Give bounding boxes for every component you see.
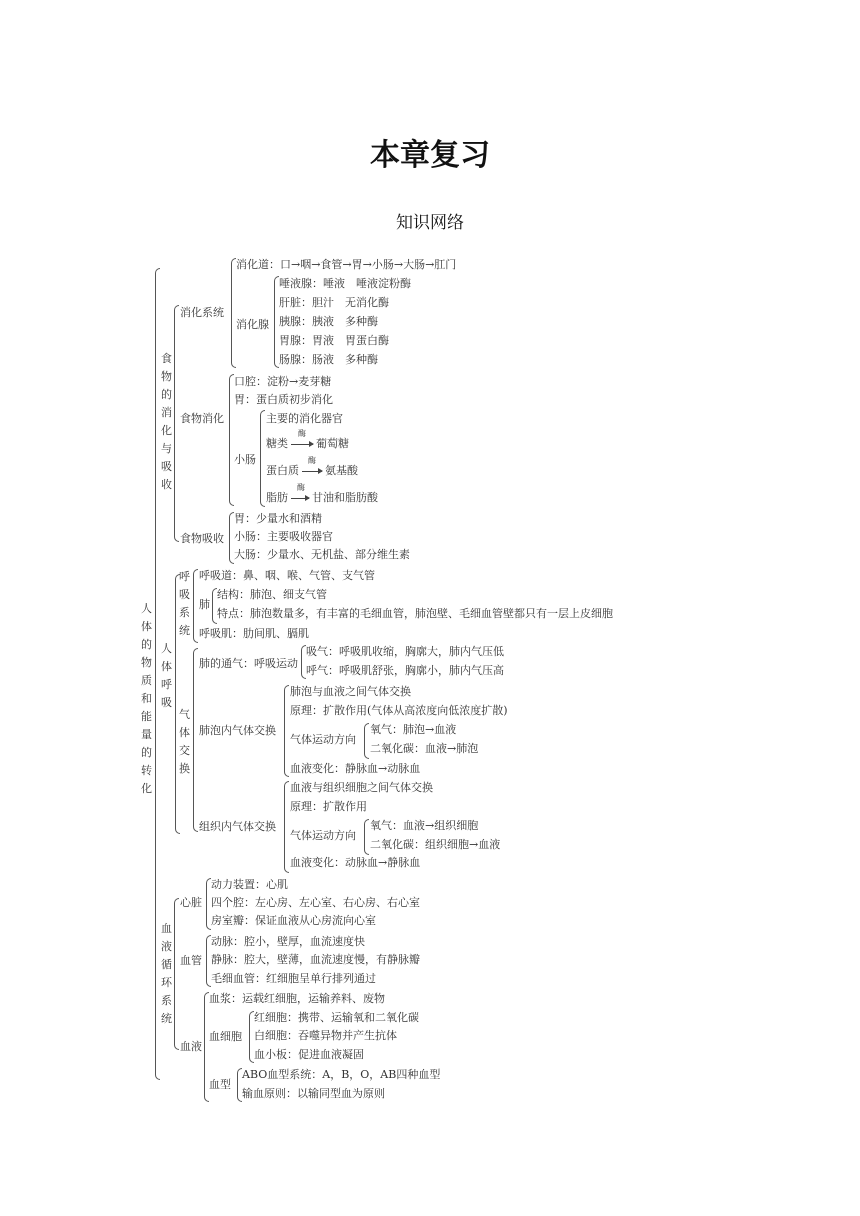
tissue-principle: 原理：扩散作用 [290, 800, 367, 813]
heart-label: 心脏 [180, 896, 202, 909]
circulation-brace [174, 898, 179, 1050]
small-intestine-label: 小肠 [234, 453, 256, 466]
sugar-to: 葡萄糖 [316, 437, 349, 450]
si-main-organ: 主要的消化器官 [266, 412, 343, 425]
alveolar-brace [284, 685, 289, 777]
page-title: 本章复习 [370, 138, 490, 173]
protein-from: 蛋白质 [266, 464, 299, 477]
vessels-label: 血管 [180, 954, 202, 967]
alveolar-principle: 原理：扩散作用(气体从高浓度向低浓度扩散) [290, 704, 508, 717]
tissue-line: 血液与组织细胞之间气体交换 [290, 781, 433, 794]
enzyme-label: 酶 [308, 456, 316, 465]
alveolar-blood-change: 血液变化：静脉血→动脉血 [290, 762, 421, 775]
gas-exchange-label: 气体交换 [179, 708, 190, 775]
exhale: 呼气：呼吸肌舒张，胸廓小，肺内气压高 [306, 664, 504, 677]
vessel-item: 毛细血管：红细胞呈单行排列通过 [211, 972, 376, 985]
plasma: 血浆：运载红细胞，运输养料、废物 [209, 992, 385, 1005]
protein-to: 氨基酸 [325, 464, 358, 477]
circulation-label: 血液循环系统 [161, 922, 172, 1025]
vessel-item: 动脉：腔小，壁厚，血流速度快 [211, 935, 365, 948]
root-label: 人体的物质和能量的转化 [141, 602, 152, 795]
blood-type-label: 血型 [209, 1078, 231, 1091]
alveolar-direction-brace [364, 723, 369, 759]
alveolar-o2: 氧气：肺泡→血液 [370, 723, 457, 736]
blood-label: 血液 [180, 1040, 202, 1053]
tissue-co2: 二氧化碳：组织细胞→血液 [370, 838, 501, 851]
digestion-label: 食物消化 [180, 412, 224, 425]
tissue-direction-brace [364, 819, 369, 855]
gland-item: 胰腺：胰液 多种酶 [279, 315, 378, 328]
alveolar-line: 肺泡与血液之间气体交换 [290, 685, 411, 698]
airway: 呼吸道：鼻、咽、喉、气管、支气管 [199, 569, 375, 582]
tissue-direction-label: 气体运动方向 [290, 829, 356, 842]
alveolar-direction-label: 气体运动方向 [290, 733, 356, 746]
gland-item: 唾液腺：唾液 唾液淀粉酶 [279, 277, 411, 290]
blood-cells-label: 血细胞 [209, 1030, 242, 1043]
absorption-item: 大肠：少量水、无机盐、部分维生素 [234, 548, 410, 561]
heart-item: 动力装置：心肌 [211, 878, 288, 891]
food-label: 食物的消化与吸收 [161, 352, 172, 491]
blood-cell-item: 血小板：促进血液凝固 [254, 1048, 364, 1061]
alveolar-co2: 二氧化碳：血液→肺泡 [370, 742, 479, 755]
sugar-from: 糖类 [266, 437, 288, 450]
lung-structure: 结构：肺泡、细支气管 [217, 588, 327, 601]
tissue-brace [284, 781, 289, 873]
tissue-o2: 氧气：血液→组织细胞 [370, 819, 479, 832]
enzyme-label: 酶 [297, 483, 305, 492]
lung-label: 肺 [199, 598, 210, 611]
vessel-item: 静脉：腔大，壁薄，血流速度慢，有静脉瓣 [211, 953, 420, 966]
ventilation-label: 肺的通气：呼吸运动 [199, 657, 298, 670]
respiratory-muscles: 呼吸肌：肋间肌、膈肌 [199, 627, 309, 640]
fat-from: 脂肪 [266, 491, 288, 504]
tissue-blood-change: 血液变化：动脉血→静脉血 [290, 856, 421, 869]
absorption-label: 食物吸收 [180, 532, 224, 545]
enzyme-arrow [291, 444, 313, 445]
gas-exchange-brace [193, 648, 198, 832]
alveolar-exchange-label: 肺泡内气体交换 [199, 724, 276, 737]
respiratory-system-label: 呼吸系统 [179, 570, 190, 637]
respiratory-system-brace [193, 569, 198, 643]
gland-item: 肝脏：胆汁 无消化酶 [279, 296, 389, 309]
blood-cell-item: 白细胞：吞噬异物并产生抗体 [254, 1029, 397, 1042]
section-subtitle: 知识网络 [396, 213, 464, 233]
digestive-system-label: 消化系统 [180, 306, 224, 319]
digestive-glands-label: 消化腺 [236, 318, 269, 331]
enzyme-arrow [291, 498, 309, 499]
stomach-digestion: 胃：蛋白质初步消化 [234, 393, 333, 406]
heart-item: 四个腔：左心房、左心室、右心房、右心室 [211, 896, 420, 909]
fat-to: 甘油和脂肪酸 [312, 491, 378, 504]
inhale: 吸气：呼吸肌收缩，胸廓大，肺内气压低 [306, 645, 504, 658]
heart-item: 房室瓣：保证血液从心房流向心室 [211, 914, 376, 927]
blood-cell-item: 红细胞：携带、运输氧和二氧化碳 [254, 1011, 419, 1024]
enzyme-label: 酶 [298, 429, 306, 438]
absorption-item: 胃：少量水和酒精 [234, 512, 322, 525]
small-intestine-brace [260, 410, 265, 507]
food-brace [174, 305, 179, 542]
mouth-digestion: 口腔：淀粉→麦芽糖 [234, 375, 332, 388]
gland-item: 胃腺：胃液 胃蛋白酶 [279, 334, 389, 347]
digestive-tract: 消化道：口→咽→食管→胃→小肠→大肠→肛门 [236, 258, 457, 271]
enzyme-arrow [302, 471, 322, 472]
tissue-exchange-label: 组织内气体交换 [199, 820, 276, 833]
blood-type-item: 输血原则：以输同型血为原则 [242, 1087, 385, 1100]
digestive-system-brace [231, 258, 236, 368]
absorption-item: 小肠：主要吸收器官 [234, 530, 333, 543]
respiration-label: 人体呼吸 [161, 642, 172, 709]
gland-item: 肠腺：肠液 多种酶 [279, 353, 378, 366]
lung-feature: 特点：肺泡数量多，有丰富的毛细血管，肺泡壁、毛细血管壁都只有一层上皮细胞 [217, 607, 613, 620]
blood-type-item: ABO血型系统：A，B，O，AB四种血型 [242, 1068, 441, 1081]
